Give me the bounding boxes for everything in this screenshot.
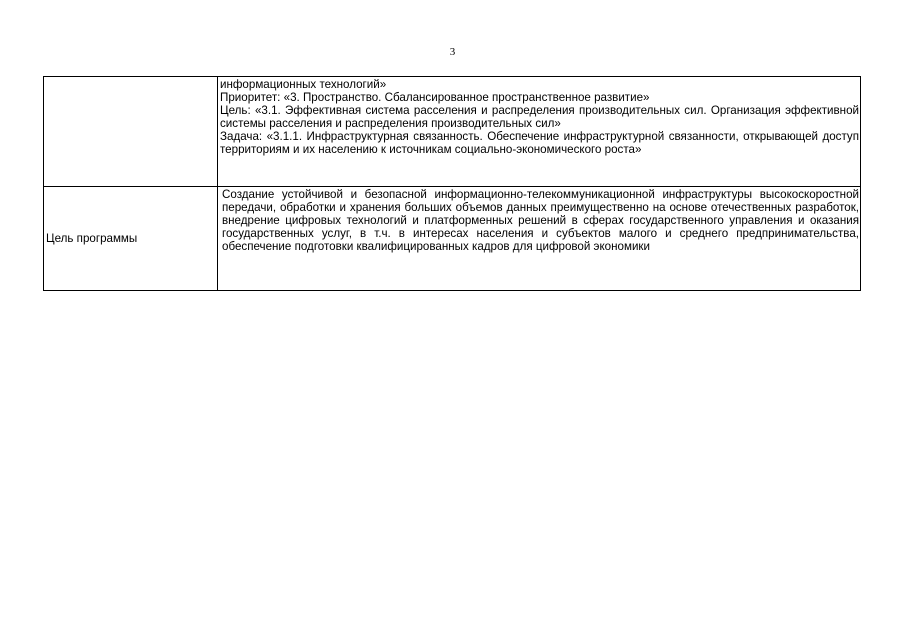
continuation-text: информационных технологий»: [220, 78, 387, 91]
priority-text: Приоритет: «3. Пространство. Сбалансированное пространственное развитие»: [220, 91, 650, 104]
program-goal-label: Цель программы: [44, 187, 218, 291]
program-passport-table: [43, 76, 861, 291]
row-content-cell: [218, 77, 861, 187]
table-row: [44, 187, 861, 291]
row-label-cell: [44, 77, 218, 187]
program-goal-content: [218, 187, 861, 291]
page-number: 3: [449, 46, 456, 58]
table-row: [44, 77, 861, 187]
program-goal-text: Создание устойчивой и безопасной информационно-телекоммуникационной инфраструктуры высокоскоростной передачи, обработки и хранения больших объемов данных преимущественно на основе отечественных разработок, внедрение цифровых технологий и платформенных решений в сферах государственного управления и оказания государственных услуг, в т.ч. в интересах населения и субъектов малого и среднего предпринимательства, обеспечение подготовки квалифицированных кадров для цифровой экономики: [222, 188, 859, 253]
goal-text: Цель: «3.1. Эффективная система расселения и распределения производительных сил. Организация эффективной системы расселения и распределения производительных сил»: [220, 104, 859, 130]
task-text: Задача: «3.1.1. Инфраструктурная связанность. Обеспечение инфраструктурной связанности, открывающей доступ территориям и их населению к источникам социально-экономического роста»: [220, 130, 859, 156]
